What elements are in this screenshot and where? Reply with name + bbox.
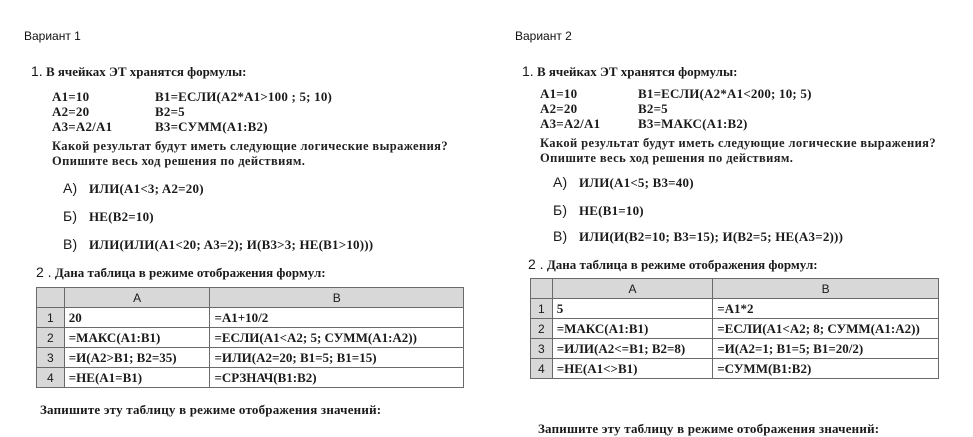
v1-col-header-b: B: [210, 288, 464, 308]
cell-a: =НЕ(A1<>B1): [552, 359, 713, 379]
row-number: 3: [37, 348, 65, 368]
v1-spreadsheet-table: [36, 287, 464, 388]
v2-item-c-label: В): [553, 228, 568, 244]
cell-b: =ЕСЛИ(A1<A2; 8; СУММ(A1:A2)): [713, 319, 939, 339]
row-number: 3: [531, 339, 553, 359]
v1-q1-number: 1.: [31, 63, 43, 79]
v2-q2-number: 2 .: [528, 256, 544, 272]
cell-b: =A1*2: [713, 299, 939, 319]
v2-col-header-b: B: [713, 279, 939, 299]
cell-a: =ИЛИ(A2<=B1; B2=8): [552, 339, 713, 359]
v2-item-a-expr: ИЛИ(A1<5; B3=40): [579, 175, 694, 190]
v2-cell-b2: B2=5: [638, 101, 668, 116]
cell-a: =НЕ(A1=B1): [64, 368, 210, 388]
row-number: 1: [531, 299, 553, 319]
table-row: [531, 339, 939, 359]
v2-item-b-label: Б): [553, 202, 568, 218]
cell-b: =A1+10/2: [210, 308, 464, 328]
variant-2-title: Вариант 2: [515, 29, 572, 43]
v1-item-a-expr: ИЛИ(A1<3; A2=20): [89, 181, 204, 196]
v1-col-header-a: A: [64, 288, 210, 308]
v2-table-header-row: [531, 279, 939, 299]
table-row: [37, 368, 464, 388]
v1-task-text: Какой результат будут иметь следующие логические выражения? Опишите весь ход решения по действиям.: [52, 139, 448, 168]
v1-cell-b2: B2=5: [155, 104, 185, 119]
cell-a: =МАКС(A1:B1): [64, 328, 210, 348]
v2-item-b: [553, 202, 644, 219]
row-number: 4: [531, 359, 553, 379]
v2-footer-text: Запишите эту таблицу в режиме отображения значений:: [538, 421, 880, 436]
v2-item-b-expr: НЕ(B1=10): [579, 203, 644, 218]
v1-item-a: [63, 180, 204, 197]
table-row: [531, 359, 939, 379]
v1-item-b-expr: НЕ(B2=10): [89, 209, 154, 224]
v2-item-c-expr: ИЛИ(И(B2=10; B3=15); И(B2=5; НЕ(A3=2))): [579, 229, 844, 244]
v1-cell-b1: B1=ЕСЛИ(A2*A1>100 ; 5; 10): [155, 89, 333, 104]
v1-item-a-label: А): [63, 180, 78, 196]
variant-1-title: Вариант 1: [24, 29, 81, 43]
v1-question-1: [31, 63, 246, 80]
cell-b: =И(A2=1; B1=5; B1=20/2): [713, 339, 939, 359]
cell-a: 5: [552, 299, 713, 319]
v2-item-a-label: А): [553, 174, 568, 190]
v1-item-c-expr: ИЛИ(ИЛИ(A1<20; A3=2); И(B3>3; НЕ(B1>10))): [89, 237, 374, 252]
cell-a: =И(A2>B1; B2=35): [64, 348, 210, 368]
v2-task-text: Какой результат будут иметь следующие логические выражения? Опишите весь ход решения по действиям.: [540, 136, 936, 165]
cell-a: =МАКС(A1:B1): [552, 319, 713, 339]
v1-q2-number: 2 .: [36, 264, 52, 280]
v1-q1-text: В ячейках ЭТ хранятся формулы:: [45, 64, 247, 79]
v1-item-c: [63, 236, 373, 253]
row-number: 2: [531, 319, 553, 339]
table-row: [37, 308, 464, 328]
cell-b: =ЕСЛИ(A1<A2; 5; СУММ(A1:A2)): [210, 328, 464, 348]
v1-cell-a2: A2=20: [52, 104, 90, 119]
table-row: [531, 319, 939, 339]
v1-item-b-label: Б): [63, 208, 78, 224]
v1-item-c-label: В): [63, 236, 78, 252]
v1-cell-b3: B3=СУММ(A1:B2): [155, 119, 268, 134]
v2-item-c: [553, 228, 843, 245]
v2-q1-number: 1.: [522, 63, 534, 79]
v1-cell-a1: A1=10: [52, 89, 90, 104]
v2-table-corner: [531, 279, 553, 299]
cell-b: =СУММ(B1:B2): [713, 359, 939, 379]
v2-col-header-a: A: [552, 279, 713, 299]
v1-q2-text: Дана таблица в режиме отображения формул:: [54, 265, 326, 280]
v2-cell-a3: A3=A2/A1: [540, 116, 601, 131]
v1-table-header-row: [37, 288, 464, 308]
row-number: 4: [37, 368, 65, 388]
row-number: 2: [37, 328, 65, 348]
v1-item-b: [63, 208, 154, 225]
v2-cell-a2: A2=20: [540, 101, 578, 116]
v1-footer-text: Запишите эту таблицу в режиме отображения значений:: [40, 402, 382, 417]
v1-question-2: [36, 264, 326, 281]
v1-cell-a3: A3=A2/A1: [52, 119, 113, 134]
v2-spreadsheet-table: [530, 278, 939, 379]
table-row: [37, 328, 464, 348]
v2-question-1: [522, 63, 737, 80]
v2-question-2: [528, 256, 818, 273]
table-row: [37, 348, 464, 368]
v1-table-corner: [37, 288, 65, 308]
table-row: [531, 299, 939, 319]
row-number: 1: [37, 308, 65, 328]
cell-a: 20: [64, 308, 210, 328]
v2-cell-b1: B1=ЕСЛИ(A2*A1<200; 10; 5): [638, 86, 812, 101]
v2-q2-text: Дана таблица в режиме отображения формул:: [546, 257, 818, 272]
v2-item-a: [553, 174, 694, 191]
v2-cell-b3: B3=МАКС(A1:B2): [638, 116, 748, 131]
cell-b: =СРЗНАЧ(B1:B2): [210, 368, 464, 388]
v2-q1-text: В ячейках ЭТ хранятся формулы:: [536, 64, 738, 79]
v2-cell-a1: A1=10: [540, 86, 578, 101]
cell-b: =ИЛИ(A2=20; B1=5; B1=15): [210, 348, 464, 368]
